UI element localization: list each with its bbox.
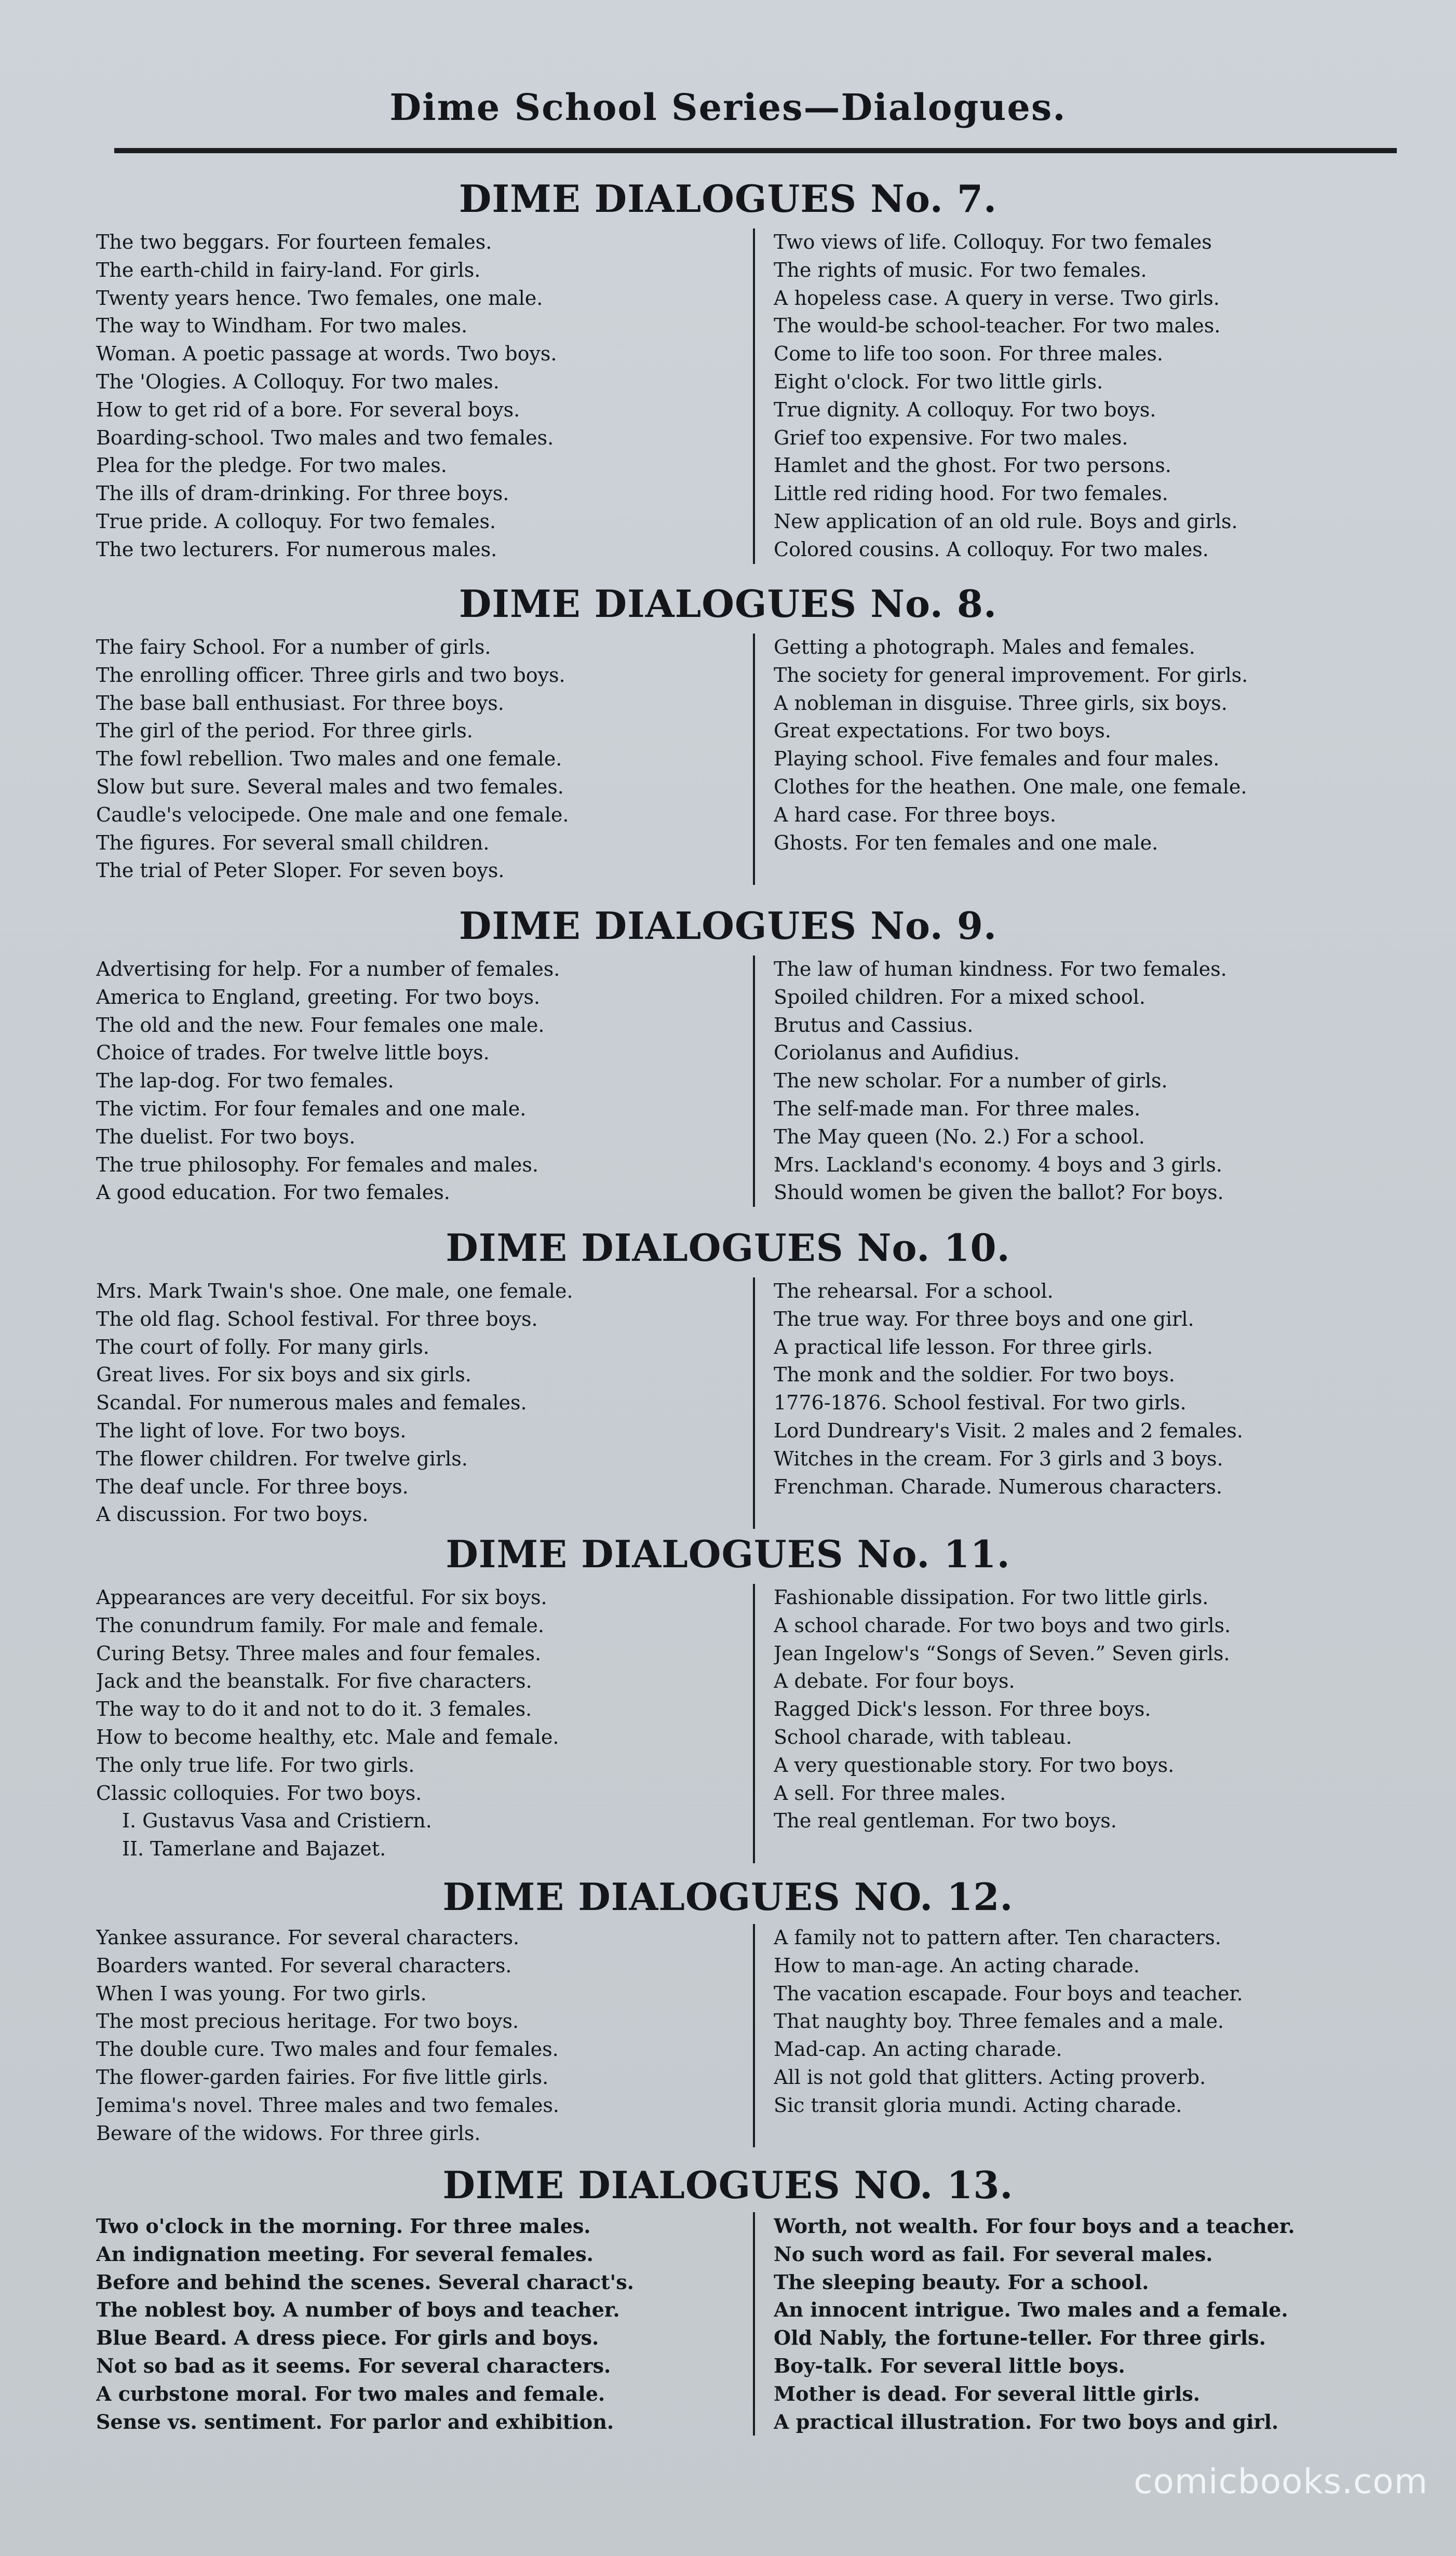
list-item: A very questionable story. For two boys. xyxy=(774,1753,1175,1777)
list-item: Clothes for the heathen. One male, one female. xyxy=(774,775,1247,798)
list-item: All is not gold that glitters. Acting proverb. xyxy=(774,2065,1206,2089)
list-item: A sell. For three males. xyxy=(774,1781,1006,1805)
column-divider xyxy=(753,956,755,1207)
list-item: Should women be given the ballot? For boys. xyxy=(774,1181,1224,1204)
section-8-left-column xyxy=(96,634,745,885)
list-item: Great expectations. For two boys. xyxy=(774,719,1111,743)
list-item: The true way. For three boys and one girl. xyxy=(774,1307,1194,1330)
list-item: Coriolanus and Aufidius. xyxy=(774,1041,1020,1065)
section-12-right-column xyxy=(774,1924,1423,2120)
list-item: The way to do it and not to do it. 3 females. xyxy=(96,1698,532,1721)
list-item: The self-made man. For three males. xyxy=(774,1097,1141,1120)
list-item: Mrs. Lackland's economy. 4 boys and 3 girls. xyxy=(774,1153,1222,1176)
section-title-11: DIME DIALOGUES No. 11. xyxy=(446,1532,1010,1576)
section-title-9: DIME DIALOGUES No. 9. xyxy=(459,904,997,948)
list-item: The fowl rebellion. Two males and one female. xyxy=(96,747,562,771)
page-header: Dime School Series—Dialogues. xyxy=(389,86,1067,129)
list-item: The figures. For several small children. xyxy=(96,831,490,854)
list-item: Witches in the cream. For 3 girls and 3 boys. xyxy=(774,1447,1223,1470)
column-divider xyxy=(753,1924,755,2147)
list-item: Scandal. For numerous males and females. xyxy=(96,1391,527,1415)
section-11-left-column xyxy=(96,1584,745,1863)
list-item: Jemima's novel. Three males and two females. xyxy=(96,2093,559,2117)
list-item: Appearances are very deceitful. For six boys. xyxy=(96,1586,547,1609)
list-item: The old flag. School festival. For three boys. xyxy=(96,1307,538,1330)
list-item: Ragged Dick's lesson. For three boys. xyxy=(774,1698,1151,1721)
list-item: A practical life lesson. For three girls. xyxy=(774,1335,1153,1358)
list-item: The girl of the period. For three girls. xyxy=(96,719,473,743)
list-item: Yankee assurance. For several characters. xyxy=(96,1926,520,1949)
list-item: A discussion. For two boys. xyxy=(96,1503,369,1526)
list-item: The lap-dog. For two females. xyxy=(96,1069,394,1093)
list-item: Curing Betsy. Three males and four females. xyxy=(96,1642,542,1665)
list-item: Mother is dead. For several little girls. xyxy=(774,2382,1201,2405)
list-item: A nobleman in disguise. Three girls, six boys. xyxy=(774,691,1228,715)
list-item: The May queen (No. 2.) For a school. xyxy=(774,1125,1145,1148)
list-item: The way to Windham. For two males. xyxy=(96,314,468,338)
section-9-left-column xyxy=(96,956,745,1207)
list-item: The flower-garden fairies. For five little girls. xyxy=(96,2065,549,2089)
list-item: Boy-talk. For several little boys. xyxy=(774,2353,1125,2377)
list-item: That naughty boy. Three females and a male. xyxy=(774,2010,1224,2033)
list-item: Spoiled children. For a mixed school. xyxy=(774,985,1146,1008)
list-item: Twenty years hence. Two females, one male. xyxy=(96,286,543,310)
list-item: Two views of life. Colloquy. For two females xyxy=(774,231,1212,253)
list-item: The ills of dram-drinking. For three boys. xyxy=(96,482,509,505)
list-item: A practical illustration. For two boys and girl. xyxy=(774,2410,1279,2433)
list-item: Not so bad as it seems. For several characters. xyxy=(96,2353,611,2377)
section-7-right-column xyxy=(774,228,1423,564)
section-8-right-column xyxy=(774,634,1423,857)
list-item: Beware of the widows. For three girls. xyxy=(96,2121,481,2145)
list-item: Jack and the beanstalk. For five characters. xyxy=(96,1670,532,1693)
list-item: The victim. For four females and one male. xyxy=(96,1097,527,1120)
list-item: A good education. For two females. xyxy=(96,1181,450,1204)
list-item: Classic colloquies. For two boys. xyxy=(96,1781,422,1805)
list-item: New application of an old rule. Boys and girls. xyxy=(774,509,1238,533)
list-item: Slow but sure. Several males and two females. xyxy=(96,775,564,798)
list-item: The new scholar. For a number of girls. xyxy=(774,1069,1168,1093)
list-item: The most precious heritage. For two boys. xyxy=(96,2010,519,2033)
list-item: Little red riding hood. For two females. xyxy=(774,482,1168,505)
list-item: The 'Ologies. A Colloquy. For two males. xyxy=(96,370,500,393)
list-item: When I was young. For two girls. xyxy=(96,1982,427,2005)
list-item: Sic transit gloria mundi. Acting charade. xyxy=(774,2093,1182,2117)
column-divider xyxy=(753,1277,755,1529)
list-item: The fairy School. For a number of girls. xyxy=(96,636,491,658)
section-9-right-column xyxy=(774,956,1423,1207)
section-10-left-column xyxy=(96,1277,745,1529)
list-item: The old and the new. Four females one male. xyxy=(96,1013,545,1037)
list-item: The flower children. For twelve girls. xyxy=(96,1447,468,1470)
list-item: Come to life too soon. For three males. xyxy=(774,342,1163,366)
list-item: Ghosts. For ten females and one male. xyxy=(774,831,1158,854)
list-item: Old Nably, the fortune-teller. For three girls. xyxy=(774,2326,1266,2350)
section-13-right-column xyxy=(774,2212,1423,2436)
list-item: Mrs. Mark Twain's shoe. One male, one female. xyxy=(96,1280,573,1302)
list-item: Hamlet and the ghost. For two persons. xyxy=(774,454,1171,477)
list-item: Boarders wanted. For several characters. xyxy=(96,1954,512,1977)
header-rule xyxy=(114,148,1397,153)
column-divider xyxy=(753,1584,755,1863)
list-item: The court of folly. For many girls. xyxy=(96,1335,429,1358)
list-item: Jean Ingelow's “Songs of Seven.” Seven girls. xyxy=(774,1642,1230,1665)
section-12-left-column xyxy=(96,1924,745,2147)
section-title-8: DIME DIALOGUES No. 8. xyxy=(459,582,997,626)
list-item: A hard case. For three boys. xyxy=(774,803,1056,826)
list-item: The rights of music. For two females. xyxy=(774,258,1147,281)
list-item: The earth-child in fairy-land. For girls. xyxy=(96,258,481,281)
section-10-right-column xyxy=(774,1277,1423,1501)
list-item: A curbstone moral. For two males and female. xyxy=(96,2382,605,2405)
list-item: Grief too expensive. For two males. xyxy=(774,426,1128,449)
list-item: The two lecturers. For numerous males. xyxy=(96,537,497,561)
list-item: How to get rid of a bore. For several boys. xyxy=(96,398,520,421)
list-item: Advertising for help. For a number of females. xyxy=(96,958,560,980)
list-item: The real gentleman. For two boys. xyxy=(774,1809,1117,1833)
list-item: The sleeping beauty. For a school. xyxy=(774,2270,1149,2294)
list-item: The double cure. Two males and four females. xyxy=(96,2038,559,2061)
list-item: The rehearsal. For a school. xyxy=(774,1280,1054,1302)
list-item: An indignation meeting. For several females. xyxy=(96,2242,594,2266)
section-11-right-column xyxy=(774,1584,1423,1835)
list-item: A debate. For four boys. xyxy=(774,1670,1015,1693)
list-item: School charade, with tableau. xyxy=(774,1725,1072,1748)
list-item: Boarding-school. Two males and two females. xyxy=(96,426,554,449)
column-divider xyxy=(753,2212,755,2436)
section-13-left-column xyxy=(96,2212,745,2436)
list-item: No such word as fail. For several males. xyxy=(774,2242,1213,2266)
list-item: Playing school. Five females and four males. xyxy=(774,747,1220,771)
list-item: True dignity. A colloquy. For two boys. xyxy=(774,398,1156,421)
list-item: A hopeless case. A query in verse. Two girls. xyxy=(774,286,1220,310)
list-item: The conundrum family. For male and female. xyxy=(96,1613,544,1637)
list-item: Plea for the pledge. For two males. xyxy=(96,454,447,477)
list-item: America to England, greeting. For two boys. xyxy=(96,985,541,1008)
list-item: The noblest boy. A number of boys and teacher. xyxy=(96,2298,620,2322)
list-item: The only true life. For two girls. xyxy=(96,1753,415,1777)
watermark: comicbooks.com xyxy=(1134,2461,1428,2501)
list-item: Before and behind the scenes. Several charact's. xyxy=(96,2270,634,2294)
list-item: Choice of trades. For twelve little boys. xyxy=(96,1041,490,1065)
list-item: Getting a photograph. Males and females. xyxy=(774,636,1195,658)
list-item: Frenchman. Charade. Numerous characters. xyxy=(774,1475,1222,1498)
section-title-7: DIME DIALOGUES No. 7. xyxy=(459,177,997,221)
section-title-13: DIME DIALOGUES NO. 13. xyxy=(442,2163,1014,2207)
section-title-12: DIME DIALOGUES NO. 12. xyxy=(442,1875,1014,1919)
list-item: Great lives. For six boys and six girls. xyxy=(96,1363,471,1387)
list-item: The trial of Peter Sloper. For seven boys. xyxy=(96,859,505,882)
list-item: The monk and the soldier. For two boys. xyxy=(774,1363,1175,1387)
list-item: Fashionable dissipation. For two little girls. xyxy=(774,1586,1209,1609)
list-item: The deaf uncle. For three boys. xyxy=(96,1475,409,1498)
column-divider xyxy=(753,228,755,564)
list-item: Lord Dundreary's Visit. 2 males and 2 females. xyxy=(774,1419,1243,1442)
list-item: The light of love. For two boys. xyxy=(96,1419,407,1442)
list-item: 1776-1876. School festival. For two girls. xyxy=(774,1391,1187,1415)
list-item: Two o'clock in the morning. For three males. xyxy=(96,2214,591,2238)
list-item: Sense vs. sentiment. For parlor and exhibition. xyxy=(96,2410,614,2433)
list-item: Worth, not wealth. For four boys and a teacher. xyxy=(774,2214,1295,2238)
list-item: Caudle's velocipede. One male and one female. xyxy=(96,803,569,826)
list-item: The society for general improvement. For girls. xyxy=(774,663,1248,687)
column-divider xyxy=(753,634,755,885)
list-item: Brutus and Cassius. xyxy=(774,1013,974,1037)
list-item: Eight o'clock. For two little girls. xyxy=(774,370,1103,393)
list-item: II. Tamerlane and Bajazet. xyxy=(122,1837,386,1861)
list-item: I. Gustavus Vasa and Cristiern. xyxy=(122,1809,432,1833)
list-item: The base ball enthusiast. For three boys. xyxy=(96,691,504,715)
list-item: Mad-cap. An acting charade. xyxy=(774,2038,1062,2061)
list-item: The vacation escapade. Four boys and teacher. xyxy=(774,1982,1243,2005)
list-item: A family not to pattern after. Ten characters. xyxy=(774,1926,1221,1949)
list-item: The true philosophy. For females and males. xyxy=(96,1153,538,1176)
list-item: The enrolling officer. Three girls and two boys. xyxy=(96,663,565,687)
list-item: The would-be school-teacher. For two males. xyxy=(774,314,1221,338)
list-item: True pride. A colloquy. For two females. xyxy=(96,509,496,533)
list-item: A school charade. For two boys and two girls. xyxy=(774,1613,1231,1637)
section-title-10: DIME DIALOGUES No. 10. xyxy=(446,1226,1010,1270)
list-item: Colored cousins. A colloquy. For two males. xyxy=(774,537,1209,561)
list-item: An innocent intrigue. Two males and a female. xyxy=(774,2298,1288,2322)
section-7-left-column xyxy=(96,228,745,564)
list-item: Woman. A poetic passage at words. Two boys. xyxy=(96,342,557,366)
list-item: The duelist. For two boys. xyxy=(96,1125,356,1148)
list-item: The law of human kindness. For two females. xyxy=(774,958,1227,980)
list-item: How to man-age. An acting charade. xyxy=(774,1954,1140,1977)
list-item: The two beggars. For fourteen females. xyxy=(96,231,492,253)
list-item: How to become healthy, etc. Male and female. xyxy=(96,1725,559,1748)
list-item: Blue Beard. A dress piece. For girls and boys. xyxy=(96,2326,599,2350)
